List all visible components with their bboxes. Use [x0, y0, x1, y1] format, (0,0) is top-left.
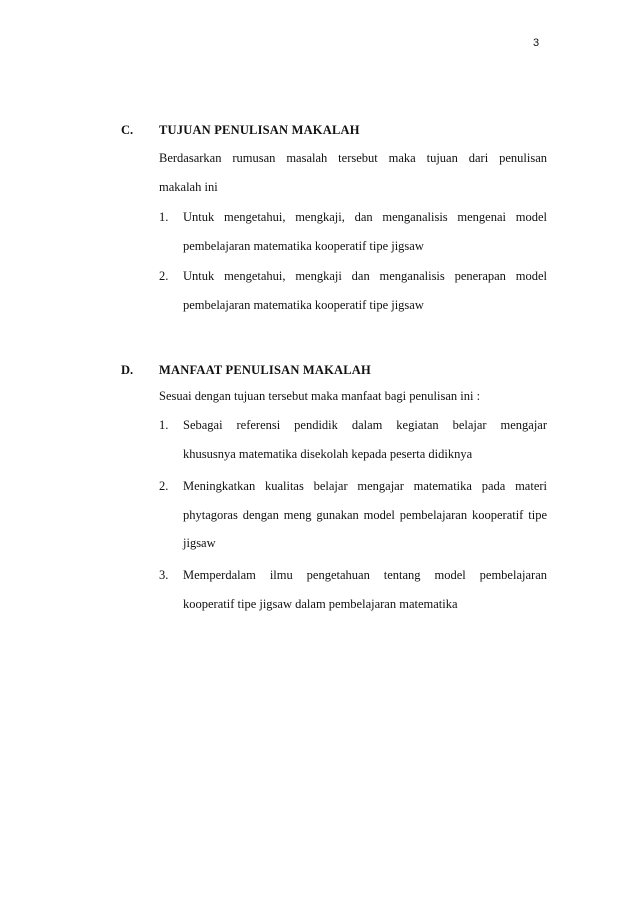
list-number: 1. [159, 418, 169, 432]
list-number: 1. [159, 210, 169, 224]
section-d-title: MANFAAT PENULISAN MAKALAH [159, 363, 371, 377]
list-item-line: khususnya matematika disekolah kepada peserta didiknya [183, 446, 473, 461]
list-item-line: jigsaw [183, 536, 216, 550]
list-item-line: Memperdalam ilmu pengetahuan tentang model pembelajaran [183, 568, 547, 582]
list-item-line: Sebagai referensi pendidik dalam kegiatan belajar mengajar [183, 418, 547, 432]
list-item-line: Meningkatkan kualitas belajar mengajar matematika pada materi [183, 479, 547, 493]
list-item-line: Untuk mengetahui, mengkaji dan menganalisis penerapan model [183, 269, 547, 283]
page-number: 3 [533, 37, 540, 49]
list-number: 2. [159, 479, 169, 493]
section-c-intro [159, 144, 547, 201]
list-number: 2. [159, 269, 169, 283]
section-d-intro-line: Sesuai dengan tujuan tersebut maka manfaat bagi penulisan ini : [159, 389, 481, 403]
list-item-line: phytagoras dengan meng gunakan model pembelajaran kooperatif tipe [183, 507, 547, 522]
list-item-line: Untuk mengetahui, mengkaji, dan menganalisis mengenai model [183, 210, 547, 224]
list-item-line: kooperatif tipe jigsaw dalam pembelajaran matematika [183, 596, 458, 611]
list-item-line: pembelajaran matematika kooperatif tipe jigsaw [183, 297, 424, 312]
section-c-title: TUJUAN PENULISAN MAKALAH [159, 123, 360, 137]
section-d-letter: D. [121, 363, 134, 377]
list-number: 3. [159, 568, 169, 582]
section-c-intro-line: Berdasarkan rumusan masalah tersebut maka tujuan dari penulisan [159, 151, 547, 165]
section-c-intro-line: makalah ini [159, 179, 218, 194]
list-item-line: pembelajaran matematika kooperatif tipe jigsaw [183, 238, 424, 253]
section-d-intro [159, 382, 547, 411]
section-c-letter: C. [121, 123, 134, 137]
